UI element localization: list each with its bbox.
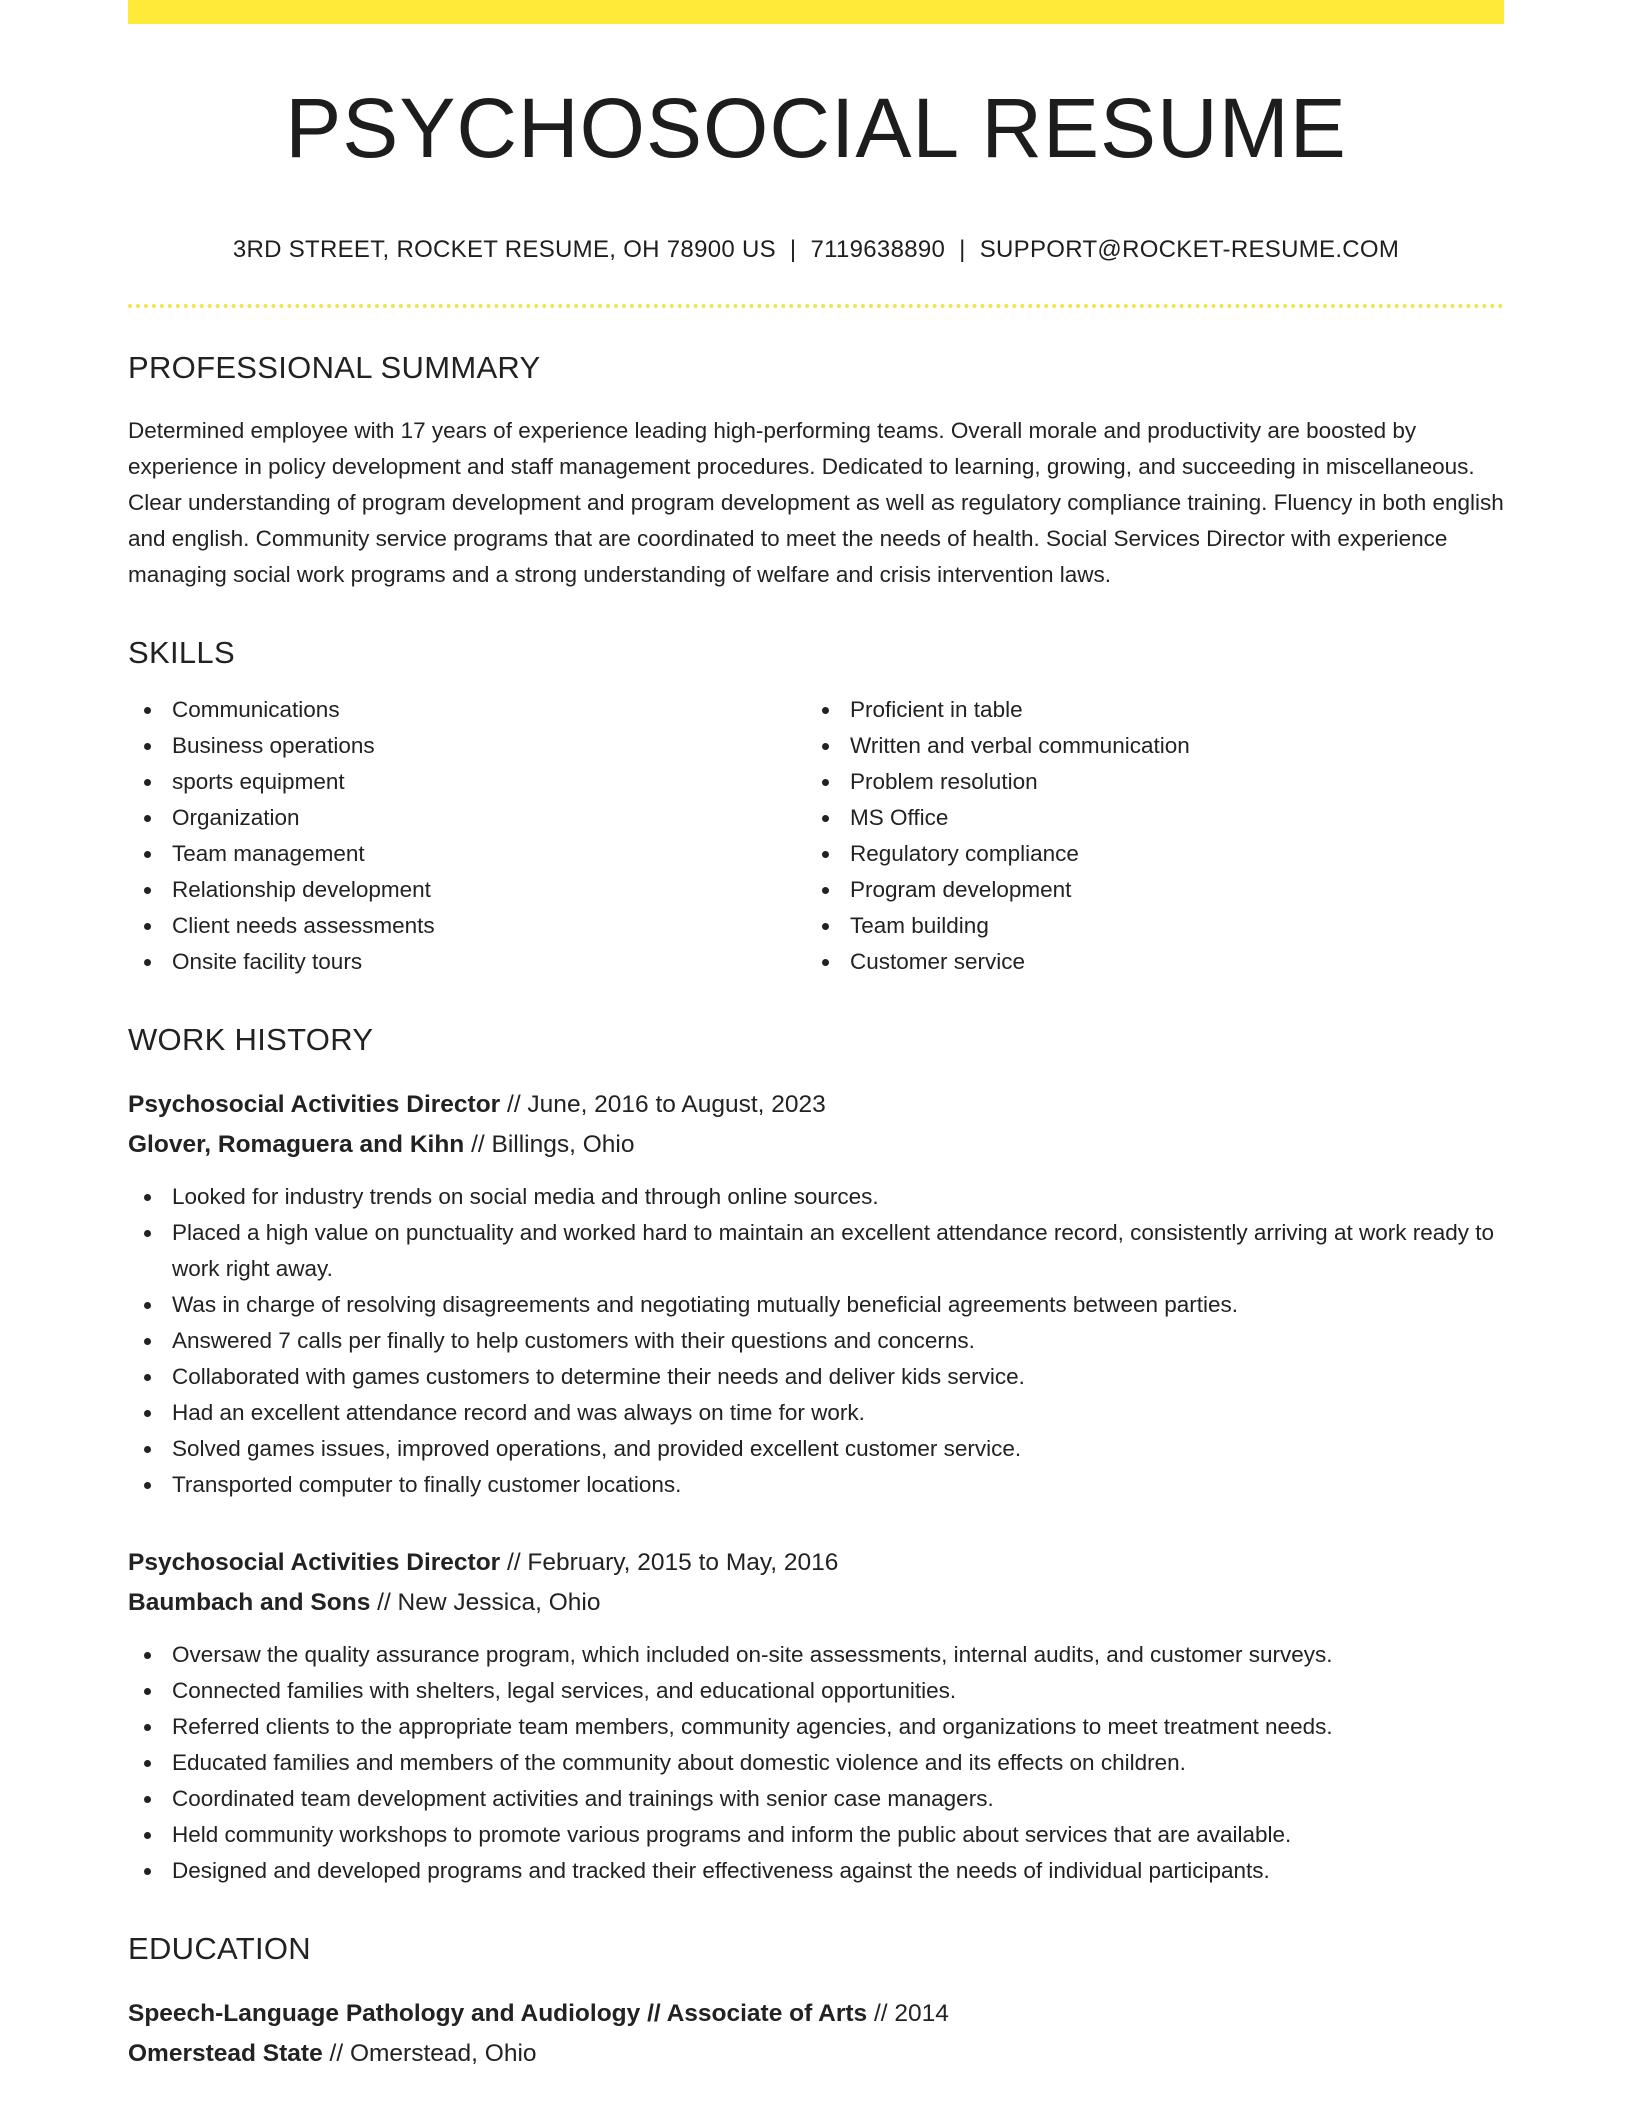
education-year: // 2014 <box>874 2000 949 2027</box>
job-duty-item: Collaborated with games customers to determine their needs and deliver kids service. <box>128 1359 1504 1395</box>
skills-column-right <box>806 692 1484 980</box>
work-heading: WORK HISTORY <box>128 1022 374 1057</box>
skill-item: Communications <box>128 692 806 728</box>
job-duties-list <box>128 1179 1504 1503</box>
skills-list <box>128 692 1504 980</box>
job-company-line <box>128 1125 1504 1165</box>
job-duty-item: Placed a high value on punctuality and worked hard to maintain an excellent attendance record, consistently arriving at work ready to work right away. <box>128 1215 1504 1287</box>
job-duty-item: Educated families and members of the community about domestic violence and its effects on children. <box>128 1745 1504 1781</box>
resume-page <box>128 0 1504 2074</box>
skills-heading: SKILLS <box>128 635 235 670</box>
contact-line <box>128 236 1504 264</box>
summary-text: Determined employee with 17 years of experience leading high-performing teams. Overall morale and productivity are boosted by experience in policy development and staff management procedures. Dedicated to learning, growing, and succeeding in miscellaneous. Clear understanding of program development and program development as well as regulatory compliance training. Fluency in both english and english. Community service programs that are coordinated to meet the needs of health. Social Services Director with experience managing social work programs and a strong understanding of welfare and crisis intervention laws. <box>128 418 1504 587</box>
job-duty-item: Transported computer to finally customer locations. <box>128 1467 1504 1503</box>
education-school: Omerstead State <box>128 2040 323 2067</box>
education-entry <box>128 1994 1504 2074</box>
skill-item: Proficient in table <box>806 692 1484 728</box>
skill-item: Problem resolution <box>806 764 1484 800</box>
resume-title: PSYCHOSOCIAL RESUME <box>285 81 1347 175</box>
education-heading: EDUCATION <box>128 1931 311 1966</box>
job-duty-item: Designed and developed programs and tracked their effectiveness against the needs of individual participants. <box>128 1853 1504 1889</box>
skill-item: Regulatory compliance <box>806 836 1484 872</box>
education-location: // Omerstead, Ohio <box>329 2040 537 2067</box>
skill-item: Team building <box>806 908 1484 944</box>
job-company-line <box>128 1583 1504 1623</box>
job-location: // New Jessica, Ohio <box>377 1589 601 1616</box>
work-history-list <box>128 1085 1504 1889</box>
contact-phone: 7119638890 <box>810 236 946 263</box>
education-degree: Speech-Language Pathology and Audiology // Associate of Arts <box>128 2000 868 2027</box>
contact-address: 3RD STREET, ROCKET RESUME, OH 78900 US <box>232 236 776 263</box>
job-duty-item: Solved games issues, improved operations, and provided excellent customer service. <box>128 1431 1504 1467</box>
job-role: Psychosocial Activities Director <box>128 1549 501 1576</box>
accent-bar <box>128 0 1504 24</box>
summary-heading: PROFESSIONAL SUMMARY <box>128 350 541 385</box>
contact-email: SUPPORT@ROCKET-RESUME.COM <box>979 236 1400 263</box>
skill-item: Customer service <box>806 944 1484 980</box>
skill-item: Organization <box>128 800 806 836</box>
job-duty-item: Oversaw the quality assurance program, which included on-site assessments, internal audits, and customer surveys. <box>128 1637 1504 1673</box>
job-dates: // June, 2016 to August, 2023 <box>507 1091 826 1118</box>
skills-list-right <box>806 692 1484 980</box>
skill-item: MS Office <box>806 800 1484 836</box>
skill-item: Team management <box>128 836 806 872</box>
skill-item: Client needs assessments <box>128 908 806 944</box>
job-duty-item: Answered 7 calls per finally to help customers with their questions and concerns. <box>128 1323 1504 1359</box>
job-duty-item: Held community workshops to promote various programs and inform the public about services that are available. <box>128 1817 1504 1853</box>
job-entry <box>128 1085 1504 1503</box>
skill-item: Onsite facility tours <box>128 944 806 980</box>
job-title-line <box>128 1085 1504 1125</box>
job-duty-item: Had an excellent attendance record and was always on time for work. <box>128 1395 1504 1431</box>
skill-item: Written and verbal communication <box>806 728 1484 764</box>
header-divider <box>128 304 1504 308</box>
contact-separator: | <box>959 236 966 263</box>
job-company: Baumbach and Sons <box>128 1589 371 1616</box>
skill-item: sports equipment <box>128 764 806 800</box>
skill-item: Relationship development <box>128 872 806 908</box>
contact-separator: | <box>789 236 797 263</box>
job-role: Psychosocial Activities Director <box>128 1091 501 1118</box>
skills-list-left <box>128 692 806 980</box>
job-location: // Billings, Ohio <box>471 1131 635 1158</box>
job-duty-item: Looked for industry trends on social media and through online sources. <box>128 1179 1504 1215</box>
job-entry <box>128 1543 1504 1889</box>
job-duty-item: Coordinated team development activities and trainings with senior case managers. <box>128 1781 1504 1817</box>
education-school-line <box>128 2034 1504 2074</box>
job-company: Glover, Romaguera and Kihn <box>128 1131 465 1158</box>
education-degree-line <box>128 1994 1504 2034</box>
job-duty-item: Connected families with shelters, legal services, and educational opportunities. <box>128 1673 1504 1709</box>
skill-item: Program development <box>806 872 1484 908</box>
job-duty-item: Was in charge of resolving disagreements and negotiating mutually beneficial agreements between parties. <box>128 1287 1504 1323</box>
job-duties-list <box>128 1637 1504 1889</box>
job-dates: // February, 2015 to May, 2016 <box>507 1549 839 1576</box>
job-duty-item: Referred clients to the appropriate team members, community agencies, and organizations to meet treatment needs. <box>128 1709 1504 1745</box>
skills-column-left <box>128 692 806 980</box>
skill-item: Business operations <box>128 728 806 764</box>
job-title-line <box>128 1543 1504 1583</box>
